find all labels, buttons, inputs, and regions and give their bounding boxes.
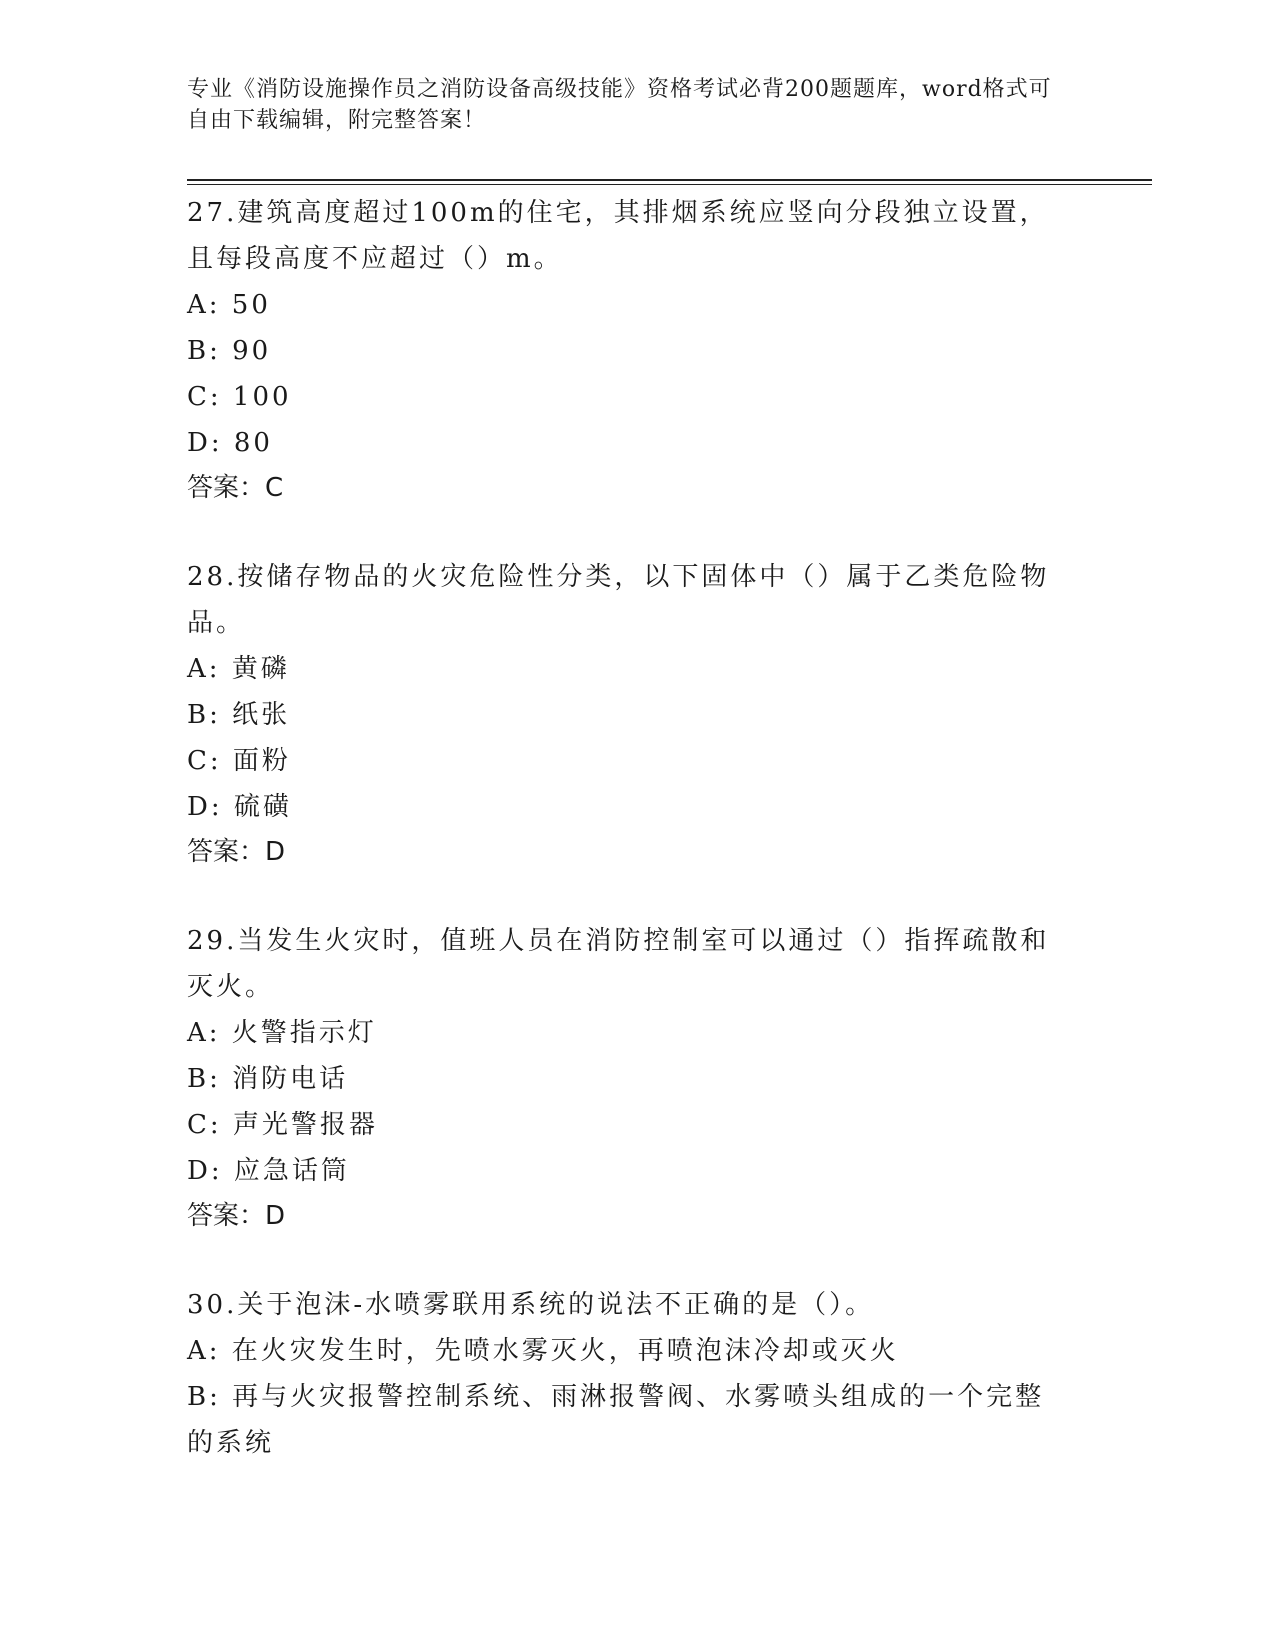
question-stem: 28.按储存物品的火灾危险性分类，以下固体中（）属于乙类危险物品。 [187,562,1050,638]
option-d: D: 应急话筒 [187,1156,350,1186]
question-spacer [187,510,1087,554]
question-28 [187,554,1087,874]
option-a: A: 火警指示灯 [187,1018,377,1048]
option-b: B: 消防电话 [187,1064,349,1094]
question-29 [187,918,1087,1238]
question-stem: 27.建筑高度超过100m的住宅，其排烟系统应竖向分段独立设置，且每段高度不应超过（）m。 [187,198,1049,274]
option-b: B: 再与火灾报警控制系统、雨淋报警阀、水雾喷头组成的一个完整的系统 [187,1382,1045,1458]
question-spacer [187,874,1087,918]
option-b: B: 90 [187,336,272,366]
document-header: 专业《消防设施操作员之消防设备高级技能》资格考试必背200题题库，word格式可自由下载编辑，附完整答案！ [187,77,1052,133]
option-c: C: 声光警报器 [187,1110,378,1140]
header-divider-thin [187,184,1152,185]
answer: 答案：D [187,1201,286,1231]
question-27 [187,190,1087,510]
header-divider-thick [187,179,1152,181]
question-spacer [187,1238,1087,1282]
question-stem: 29.当发生火灾时，值班人员在消防控制室可以通过（）指挥疏散和灭火。 [187,926,1050,1002]
question-list [187,190,1087,1466]
question-30 [187,1282,1087,1466]
answer: 答案：C [187,473,284,503]
answer: 答案：D [187,837,286,867]
option-c: C: 100 [187,382,292,412]
option-d: D: 硫磺 [187,792,292,822]
option-b: B: 纸张 [187,700,291,730]
question-stem: 30.关于泡沫-水喷雾联用系统的说法不正确的是（）。 [187,1290,875,1320]
option-c: C: 面粉 [187,746,291,776]
option-a: A: 黄磷 [187,654,290,684]
option-d: D: 80 [187,428,273,458]
option-a: A: 在火灾发生时，先喷水雾灭火，再喷泡沫冷却或灭火 [187,1336,899,1366]
option-a: A: 50 [187,290,271,320]
